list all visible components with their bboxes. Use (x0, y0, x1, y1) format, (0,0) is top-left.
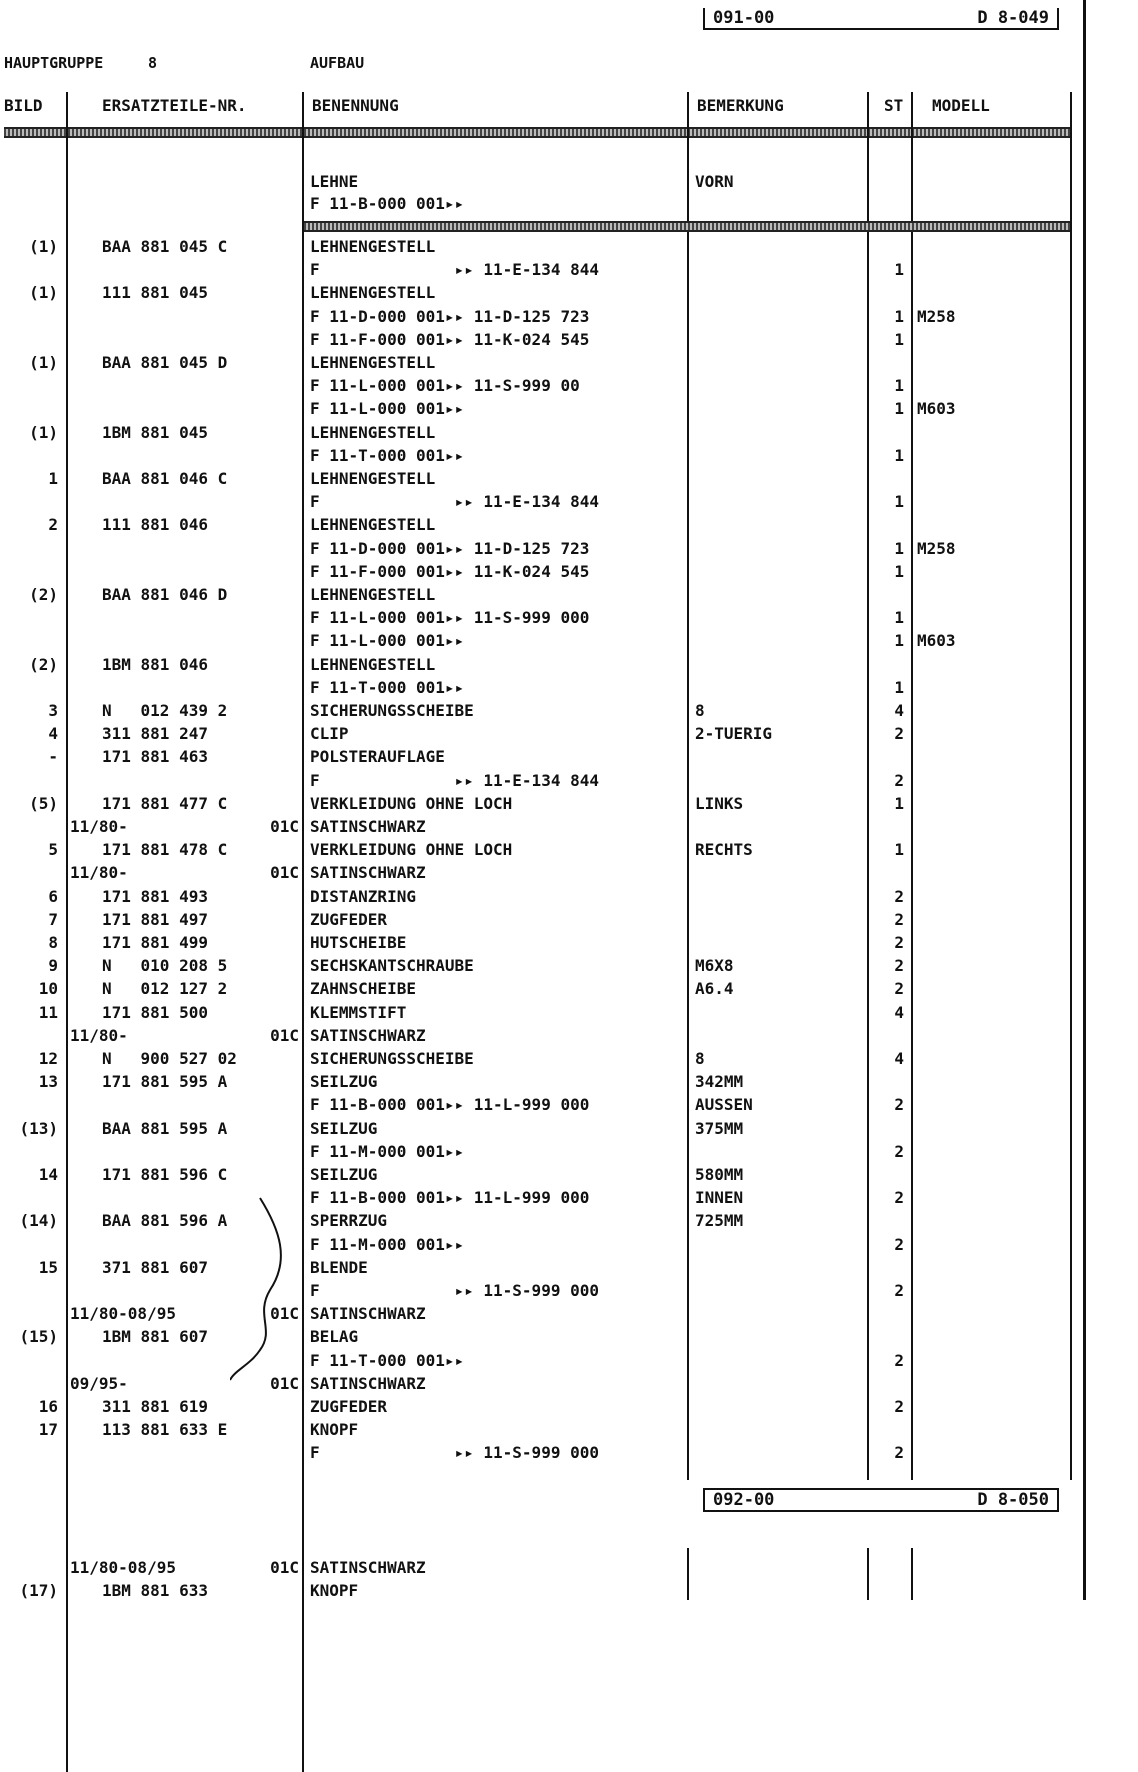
cell-teil: 311 881 247 (102, 724, 208, 744)
cell-st: 1 (894, 399, 904, 419)
table-row (0, 1163, 1070, 1186)
table-row (0, 1117, 1070, 1140)
cell-bem: INNEN (695, 1188, 744, 1208)
table-row (0, 699, 1070, 722)
table-row (0, 676, 1070, 699)
main-group-name: AUFBAU (310, 54, 365, 72)
cell-ben: F 11-D-000 001▸▸ 11-D-125 723 (310, 306, 590, 326)
cell-st: 2 (894, 1397, 904, 1416)
table-row (0, 815, 1070, 838)
table-row (0, 931, 1070, 954)
section-title-row (0, 170, 1070, 193)
table-row (0, 444, 1070, 467)
cell-teil: 171 881 493 (102, 886, 208, 906)
cell-bild: 8 (48, 933, 58, 952)
cell-st: 4 (894, 1002, 904, 1022)
cell-teil: 171 881 463 (102, 747, 208, 767)
table-row (0, 1579, 1070, 1602)
table-row (0, 1325, 1070, 1348)
cell-bem: LINKS (695, 793, 744, 813)
cell-bild: (1) (29, 422, 58, 442)
cell-st: 2 (894, 1443, 904, 1463)
cell-ben: KNOPF (310, 1420, 359, 1440)
cell-st: 2 (894, 979, 904, 999)
cell-teil: 171 881 497 (102, 909, 208, 929)
page-code-2: D 8-050 (977, 1490, 1049, 1510)
table-row (0, 305, 1070, 328)
page-ref: 091-00 (713, 8, 775, 28)
main-group-number: 8 (148, 54, 158, 72)
table-row (0, 397, 1070, 420)
cell-teil: N 012 439 2 (102, 701, 228, 720)
cell-st: 1 (894, 793, 904, 813)
table-row (0, 908, 1070, 931)
cell-bild: - (48, 747, 58, 767)
cell-teil: 171 881 596 C (102, 1165, 228, 1184)
table-row (0, 1418, 1070, 1441)
cell-bild: (15) (19, 1327, 58, 1347)
cell-ben: F 11-T-000 001▸▸ (310, 445, 465, 465)
cell-bild: (1) (29, 353, 58, 372)
cell-ben: LEHNENGESTELL (310, 353, 436, 372)
cell-bild: (1) (29, 283, 58, 303)
cell-datum: 11/80- (70, 1025, 128, 1045)
cell-teil: BAA 881 595 A (102, 1118, 228, 1138)
cell-farb: 01C (270, 817, 299, 836)
cell-ben: LEHNENGESTELL (310, 283, 436, 303)
cell-bild: 12 (38, 1049, 58, 1068)
cell-farb: 01C (270, 1558, 299, 1577)
col-header-st: ST (884, 96, 904, 115)
section-remark: VORN (695, 172, 734, 191)
cell-bild: 14 (38, 1165, 58, 1184)
table-row (0, 606, 1070, 629)
table-row (0, 861, 1070, 884)
cell-teil: BAA 881 596 A (102, 1211, 228, 1231)
cell-ben: F 11-M-000 001▸▸ (310, 1234, 465, 1254)
cell-ben: F ▸▸ 11-E-134 844 (310, 770, 599, 790)
cell-ben: SATINSCHWARZ (310, 1558, 426, 1577)
table-row (0, 421, 1070, 444)
cell-bem: 375MM (695, 1118, 744, 1138)
table-row (0, 769, 1070, 792)
cell-ben: F 11-L-000 001▸▸ (310, 631, 465, 651)
table-row (0, 513, 1070, 536)
cell-st: 1 (894, 376, 904, 396)
cell-ben: LEHNENGESTELL (310, 469, 436, 488)
cell-ben: SICHERUNGSSCHEIBE (310, 1049, 474, 1068)
cell-st: 2 (894, 770, 904, 790)
cell-st: 1 (894, 840, 904, 860)
cell-teil: 371 881 607 (102, 1257, 208, 1277)
cell-teil: 1BM 881 045 (102, 422, 208, 442)
table-row (0, 1209, 1070, 1232)
cell-mod: M603 (917, 631, 956, 651)
table-row (0, 467, 1070, 490)
cell-bild: 16 (38, 1397, 58, 1416)
cell-ben: VERKLEIDUNG OHNE LOCH (310, 793, 513, 813)
cell-bild: (2) (29, 654, 58, 674)
table-row (0, 838, 1070, 861)
cell-st: 2 (894, 1281, 904, 1300)
cell-st: 1 (894, 608, 904, 628)
cell-st: 1 (894, 492, 904, 512)
cell-bem: 2-TUERIG (695, 724, 773, 744)
table-row (0, 1001, 1070, 1024)
cell-datum: 11/80-08/95 (70, 1304, 176, 1324)
page-reference-box (703, 8, 1059, 30)
table-row (0, 629, 1070, 652)
cell-ben: LEHNENGESTELL (310, 654, 436, 674)
cell-bild: 7 (48, 909, 58, 929)
right-margin-line (1083, 0, 1086, 1600)
cell-teil: N 010 208 5 (102, 956, 228, 976)
cell-ben: ZAHNSCHEIBE (310, 979, 416, 999)
cell-ben: SICHERUNGSSCHEIBE (310, 701, 474, 720)
cell-teil: N 012 127 2 (102, 979, 228, 999)
cell-ben: SATINSCHWARZ (310, 1373, 426, 1393)
cell-ben: KNOPF (310, 1581, 359, 1600)
cell-bild: (1) (29, 237, 58, 256)
table-row (0, 1372, 1070, 1395)
cell-bild: (13) (19, 1118, 58, 1138)
table-row (0, 792, 1070, 815)
table-row (0, 1302, 1070, 1325)
cell-farb: 01C (270, 1025, 299, 1045)
page-ref-2: 092-00 (713, 1490, 775, 1510)
table-row (0, 722, 1070, 745)
cell-teil: BAA 881 046 D (102, 585, 228, 604)
table-row (0, 328, 1070, 351)
cell-st: 1 (894, 561, 904, 581)
table-row (0, 258, 1070, 281)
cell-datum: 11/80- (70, 863, 128, 883)
cell-ben: F ▸▸ 11-S-999 000 (310, 1443, 599, 1463)
cell-bild: 9 (48, 956, 58, 976)
table-row (0, 954, 1070, 977)
table-row (0, 490, 1070, 513)
table-row (0, 235, 1070, 258)
cell-st: 2 (894, 1141, 904, 1161)
cell-ben: F ▸▸ 11-S-999 000 (310, 1281, 599, 1300)
table-row (0, 560, 1070, 583)
cell-st: 2 (894, 909, 904, 929)
cell-farb: 01C (270, 1304, 299, 1324)
cell-st: 2 (894, 1350, 904, 1370)
cell-bild: (2) (29, 585, 58, 604)
cell-teil: 171 881 499 (102, 933, 208, 952)
page-reference-box-2 (703, 1488, 1059, 1512)
table-row (0, 1093, 1070, 1116)
table-row (0, 1233, 1070, 1256)
cell-bem: 8 (695, 1049, 705, 1068)
table-row (0, 1395, 1070, 1418)
cell-bild: 4 (48, 724, 58, 744)
main-group-label: HAUPTGRUPPE (4, 54, 104, 72)
col-header-bild: BILD (4, 96, 43, 115)
cell-ben: F 11-M-000 001▸▸ (310, 1141, 465, 1161)
cell-st: 4 (894, 1049, 904, 1068)
table-row (0, 1024, 1070, 1047)
cell-ben: SATINSCHWARZ (310, 863, 426, 883)
cell-bild: 6 (48, 886, 58, 906)
cell-st: 1 (894, 260, 904, 280)
cell-teil: 171 881 595 A (102, 1072, 228, 1092)
cell-datum: 11/80- (70, 817, 128, 836)
cell-bild: (14) (19, 1211, 58, 1231)
cell-st: 1 (894, 445, 904, 465)
cell-bem: AUSSEN (695, 1095, 753, 1115)
cell-ben: LEHNENGESTELL (310, 237, 436, 256)
cell-st: 2 (894, 1095, 904, 1115)
cell-datum: 11/80-08/95 (70, 1558, 176, 1577)
cell-ben: ZUGFEDER (310, 1397, 388, 1416)
col-header-bemerkung: BEMERKUNG (697, 96, 784, 115)
cell-ben: F ▸▸ 11-E-134 844 (310, 492, 599, 512)
cell-bild: 13 (38, 1072, 58, 1092)
cell-st: 1 (894, 677, 904, 697)
cell-bild: 17 (38, 1420, 58, 1440)
cell-bild: 15 (38, 1257, 58, 1277)
cell-ben: HUTSCHEIBE (310, 933, 407, 952)
cell-teil: 111 881 045 (102, 283, 208, 303)
cell-ben: SEILZUG (310, 1118, 378, 1138)
cell-teil: 1BM 881 046 (102, 654, 208, 674)
cell-ben: F 11-L-000 001▸▸ 11-S-999 000 (310, 608, 590, 628)
cell-st: 2 (894, 1188, 904, 1208)
cell-bem: 8 (695, 701, 705, 720)
cell-ben: SECHSKANTSCHRAUBE (310, 956, 474, 976)
cell-bild: 11 (38, 1002, 58, 1022)
cell-teil: 1BM 881 607 (102, 1327, 208, 1347)
cell-st: 1 (894, 329, 904, 349)
cell-bild: 3 (48, 701, 58, 720)
cell-st: 4 (894, 701, 904, 720)
cell-st: 2 (894, 933, 904, 952)
cell-st: 2 (894, 724, 904, 744)
col-header-ersatzteile: ERSATZTEILE-NR. (102, 96, 247, 115)
cell-ben: LEHNENGESTELL (310, 585, 436, 604)
table-row (0, 745, 1070, 768)
table-row (0, 977, 1070, 1000)
table-row (0, 1140, 1070, 1163)
cell-teil: 1BM 881 633 (102, 1581, 208, 1600)
cell-ben: F 11-F-000 001▸▸ 11-K-024 545 (310, 561, 590, 581)
cell-mod: M258 (917, 306, 956, 326)
section-title: LEHNE (310, 172, 359, 191)
cell-bild: 2 (48, 515, 58, 535)
table-row (0, 281, 1070, 304)
cell-teil: BAA 881 045 C (102, 237, 228, 256)
table-row (0, 1070, 1070, 1093)
cell-ben: F 11-B-000 001▸▸ 11-L-999 000 (310, 1095, 590, 1115)
cell-bem: A6.4 (695, 979, 734, 999)
cell-teil: BAA 881 046 C (102, 469, 228, 488)
table-right-border (1070, 92, 1072, 1480)
cell-ben: ZUGFEDER (310, 909, 388, 929)
cell-teil: BAA 881 045 D (102, 353, 228, 372)
cell-ben: SEILZUG (310, 1165, 378, 1184)
cell-ben: F 11-T-000 001▸▸ (310, 1350, 465, 1370)
cell-ben: LEHNENGESTELL (310, 422, 436, 442)
cell-farb: 01C (270, 1373, 299, 1393)
section-double-rule (304, 221, 1070, 232)
cell-ben: SPERRZUG (310, 1211, 388, 1231)
cell-ben: BELAG (310, 1327, 359, 1347)
cell-ben: LEHNENGESTELL (310, 515, 436, 535)
pen-stroke-mark (230, 1190, 300, 1390)
cell-ben: F 11-L-000 001▸▸ 11-S-999 00 (310, 376, 580, 396)
cell-bem: 580MM (695, 1165, 744, 1184)
cell-teil: 113 881 633 E (102, 1420, 228, 1440)
cell-bem: RECHTS (695, 840, 753, 860)
cell-bild: (5) (29, 793, 58, 813)
cell-ben: F 11-B-000 001▸▸ 11-L-999 000 (310, 1188, 590, 1208)
cell-ben: BLENDE (310, 1257, 368, 1277)
cell-bem: M6X8 (695, 956, 734, 976)
table-row (0, 1186, 1070, 1209)
cell-datum: 09/95- (70, 1373, 128, 1393)
cell-bem: 725MM (695, 1211, 744, 1231)
table-row (0, 885, 1070, 908)
cell-ben: KLEMMSTIFT (310, 1002, 407, 1022)
cell-mod: M258 (917, 538, 956, 558)
cell-bild: (17) (19, 1581, 58, 1600)
table-row (0, 1256, 1070, 1279)
cell-teil: 111 881 046 (102, 515, 208, 535)
cell-ben: DISTANZRING (310, 886, 416, 906)
table-row (0, 351, 1070, 374)
table-row (0, 374, 1070, 397)
cell-ben: VERKLEIDUNG OHNE LOCH (310, 840, 513, 860)
cell-ben: POLSTERAUFLAGE (310, 747, 445, 767)
table-row (0, 1556, 1070, 1579)
table-row (0, 1279, 1070, 1302)
cell-ben: F 11-F-000 001▸▸ 11-K-024 545 (310, 329, 590, 349)
cell-ben: F 11-T-000 001▸▸ (310, 677, 465, 697)
section-range-row (0, 192, 1070, 215)
page-code: D 8-049 (977, 8, 1049, 28)
col-header-modell: MODELL (932, 96, 990, 115)
table-row (0, 1047, 1070, 1070)
cell-teil: 171 881 477 C (102, 793, 228, 813)
section-range: F 11-B-000 001▸▸ (310, 194, 465, 213)
cell-ben: SATINSCHWARZ (310, 817, 426, 836)
cell-teil: 171 881 500 (102, 1002, 208, 1022)
table-row (0, 537, 1070, 560)
cell-ben: SEILZUG (310, 1072, 378, 1092)
cell-bild: 5 (48, 840, 58, 860)
cell-st: 1 (894, 631, 904, 651)
table-row (0, 583, 1070, 606)
cell-bild: 10 (38, 979, 58, 999)
cell-ben: SATINSCHWARZ (310, 1025, 426, 1045)
cell-bem: 342MM (695, 1072, 744, 1092)
col-header-benennung: BENENNUNG (312, 96, 399, 115)
cell-mod: M603 (917, 399, 956, 419)
cell-teil: 311 881 619 (102, 1397, 208, 1416)
cell-ben: F 11-L-000 001▸▸ (310, 399, 465, 419)
cell-ben: CLIP (310, 724, 349, 744)
cell-st: 2 (894, 956, 904, 976)
cell-bild: 1 (48, 469, 58, 488)
cell-teil: 171 881 478 C (102, 840, 228, 860)
table-row (0, 1349, 1070, 1372)
table-row (0, 1441, 1070, 1464)
cell-ben: F 11-D-000 001▸▸ 11-D-125 723 (310, 538, 590, 558)
cell-ben: SATINSCHWARZ (310, 1304, 426, 1324)
cell-ben: F ▸▸ 11-E-134 844 (310, 260, 599, 280)
cell-teil: N 900 527 02 (102, 1049, 237, 1068)
cell-st: 1 (894, 538, 904, 558)
cell-st: 1 (894, 306, 904, 326)
cell-st: 2 (894, 886, 904, 906)
cell-st: 2 (894, 1234, 904, 1254)
cell-farb: 01C (270, 863, 299, 883)
table-row (0, 653, 1070, 676)
